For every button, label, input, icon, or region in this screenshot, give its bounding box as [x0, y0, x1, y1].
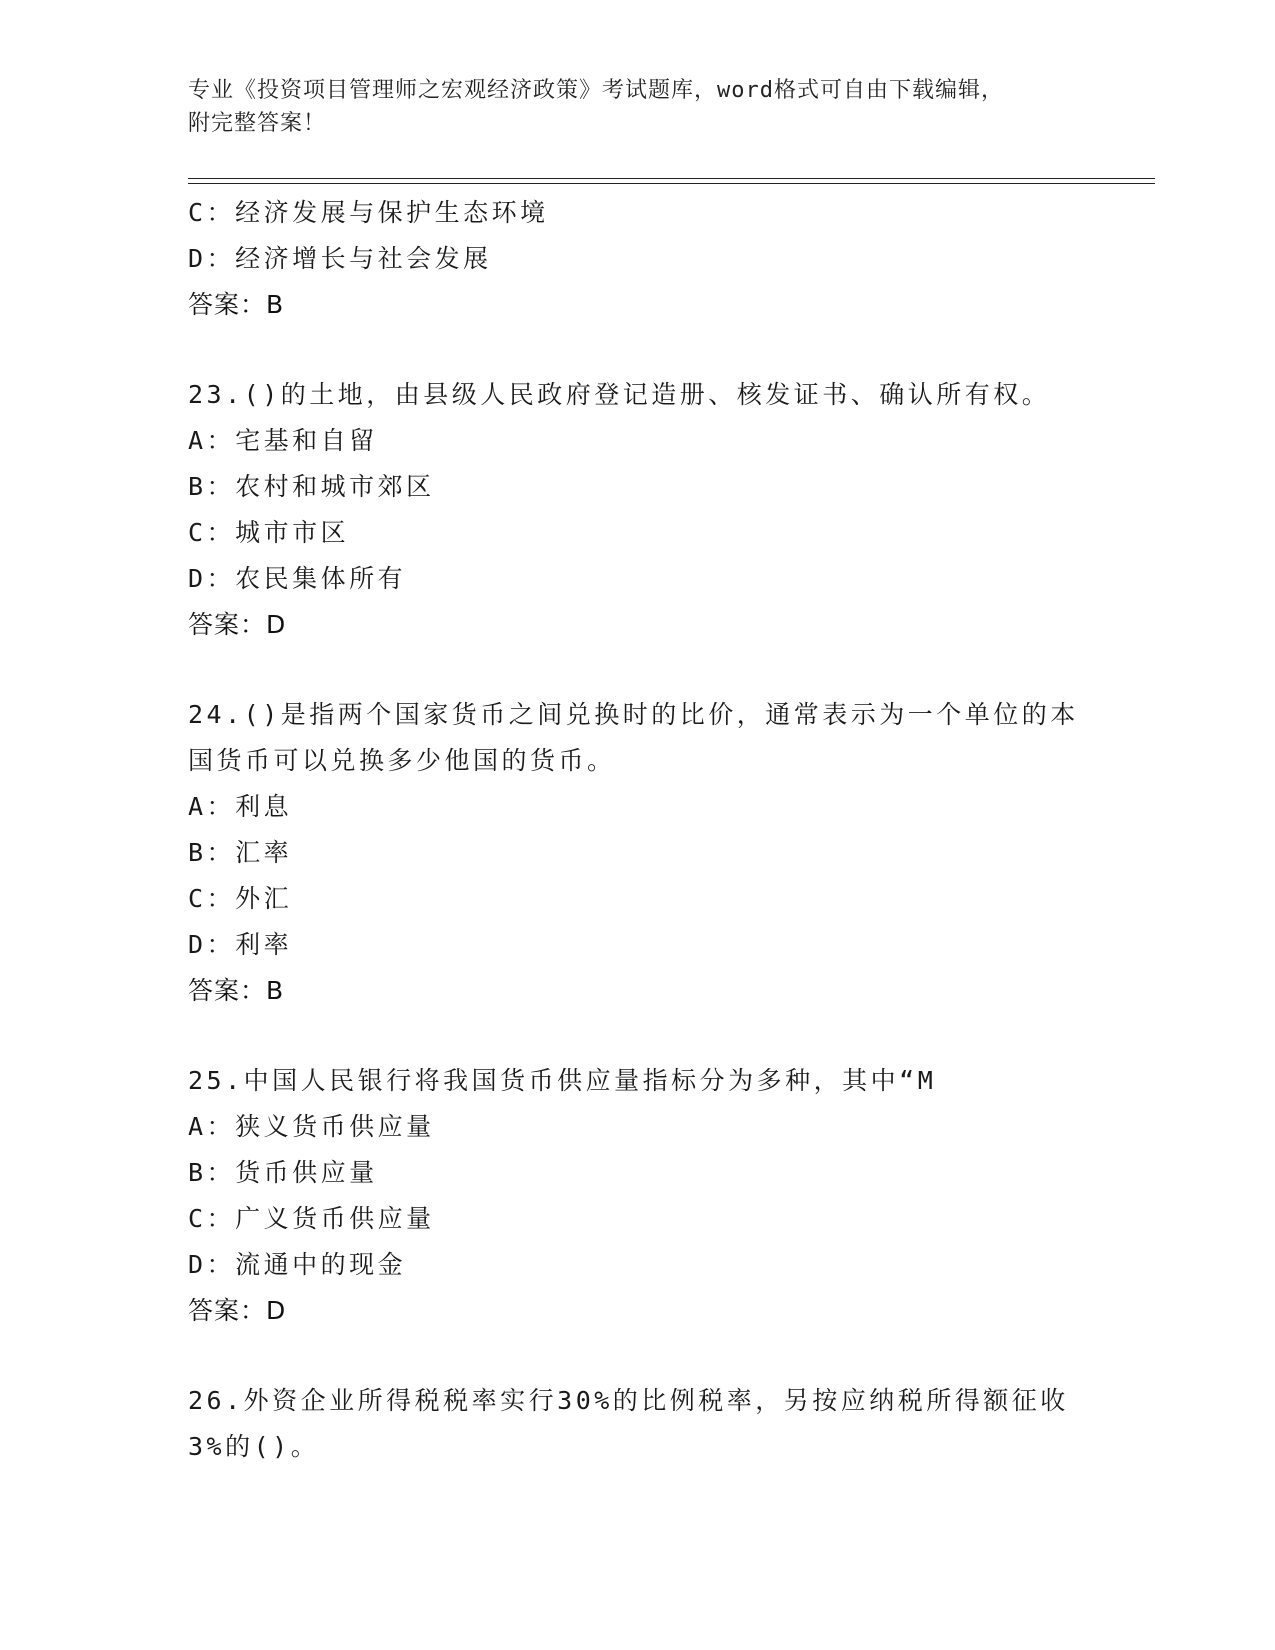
- question-text: 23.()的土地，由县级人民政府登记造册、核发证书、确认所有权。: [188, 380, 1051, 409]
- question-23: [188, 372, 1088, 648]
- question-list: [188, 190, 1088, 1470]
- header-line-2: 附完整答案！: [188, 111, 327, 136]
- spacer: [188, 1014, 1088, 1058]
- question-24: [188, 692, 1088, 1014]
- option-d: D：流通中的现金: [188, 1250, 407, 1279]
- document-header: [188, 74, 1088, 140]
- option-d: D：经济增长与社会发展: [188, 244, 492, 273]
- spacer: [188, 648, 1088, 692]
- option-a: A：利息: [188, 792, 293, 821]
- option-c: C：城市市区: [188, 518, 350, 547]
- option-d: D：农民集体所有: [188, 564, 407, 593]
- option-a: A：狭义货币供应量: [188, 1112, 435, 1141]
- option-b: B：汇率: [188, 838, 293, 867]
- option-d: D：利率: [188, 930, 293, 959]
- option-b: B：农村和城市郊区: [188, 472, 435, 501]
- question-25: [188, 1058, 1088, 1334]
- question-26: [188, 1378, 1088, 1470]
- question-22: [188, 190, 1088, 328]
- answer-line: 答案：B: [188, 976, 285, 1005]
- option-c: C：经济发展与保护生态环境: [188, 198, 549, 227]
- option-c: C：外汇: [188, 884, 293, 913]
- option-b: B：货币供应量: [188, 1158, 378, 1187]
- question-text-line-1: 26.外资企业所得税税率实行30%的比例税率，另按应纳税所得额征收: [188, 1386, 1069, 1415]
- answer-line: 答案：D: [188, 610, 287, 639]
- question-text-line-2: 国货币可以兑换多少他国的货币。: [188, 746, 616, 775]
- header-divider-thin: [188, 183, 1155, 184]
- answer-line: 答案：B: [188, 290, 285, 319]
- header-divider-thick: [188, 178, 1155, 179]
- spacer: [188, 1334, 1088, 1378]
- option-c: C：广义货币供应量: [188, 1204, 435, 1233]
- answer-line: 答案：D: [188, 1296, 287, 1325]
- header-line-1: 专业《投资项目管理师之宏观经济政策》考试题库，word格式可自由下载编辑，: [188, 78, 1004, 103]
- question-text-line-1: 24.()是指两个国家货币之间兑换时的比价，通常表示为一个单位的本: [188, 700, 1079, 729]
- spacer: [188, 328, 1088, 372]
- option-a: A：宅基和自留: [188, 426, 378, 455]
- question-text-line-2: 3%的()。: [188, 1432, 320, 1461]
- question-text: 25.中国人民银行将我国货币供应量指标分为多种，其中“M: [188, 1066, 937, 1095]
